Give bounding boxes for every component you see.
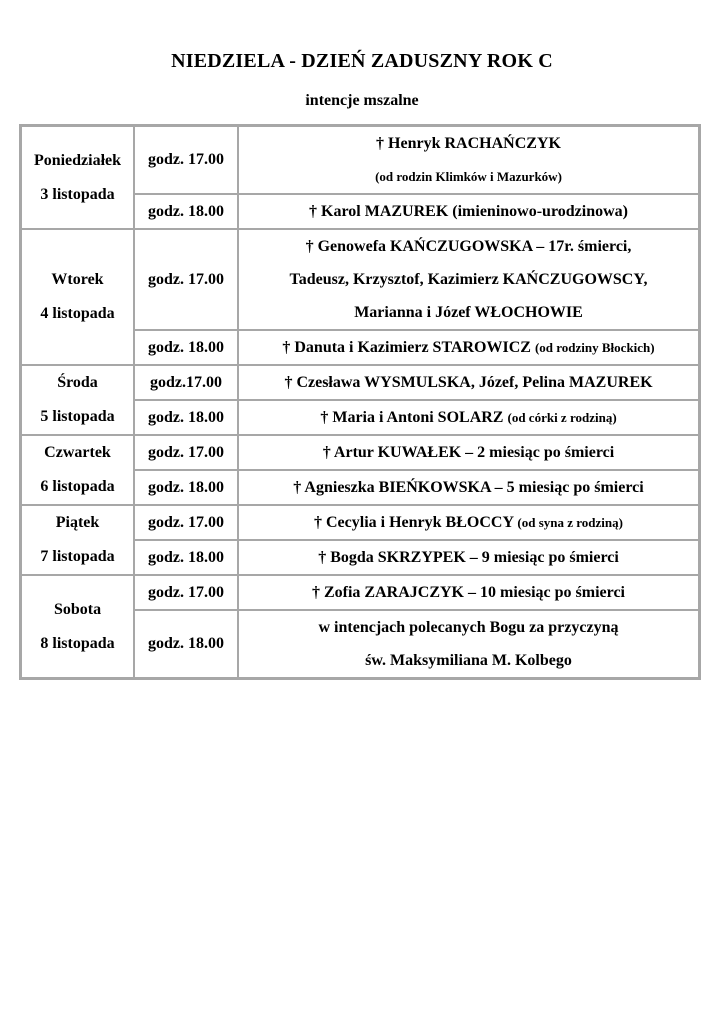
mass-hour: godz. 17.00 <box>134 435 238 470</box>
day-name: Sobota <box>53 600 102 618</box>
page-title: NIEDZIELA - DZIEŃ ZADUSZNY ROK C <box>171 50 553 72</box>
mass-intention <box>238 229 699 330</box>
intention-text: † Bogda SKRZYPEK – 9 miesiąc po śmierci <box>318 549 619 566</box>
day-date: 8 listopada <box>40 634 115 652</box>
intention-line <box>243 471 694 504</box>
mass-hour: godz. 18.00 <box>134 330 238 365</box>
day-name: Poniedziałek <box>33 151 122 169</box>
intention-line <box>243 127 694 160</box>
mass-hour: godz. 18.00 <box>134 400 238 435</box>
intention-line <box>243 506 694 539</box>
intention-line <box>243 576 694 609</box>
mass-hour: godz. 18.00 <box>134 610 238 678</box>
intention-line <box>243 331 694 364</box>
intention-text: (od rodzin Klimków i Mazurków) <box>375 169 562 184</box>
intention-text: w intencjach polecanych Bogu za przyczyną <box>318 619 619 636</box>
intention-line <box>243 230 694 263</box>
mass-hour: godz. 18.00 <box>134 540 238 575</box>
table-row <box>21 365 699 400</box>
intention-text: † Artur KUWAŁEK – 2 miesiąc po śmierci <box>322 444 615 461</box>
intention-text: Marianna i Józef WŁOCHOWIE <box>354 304 583 321</box>
intention-line <box>243 160 694 193</box>
mass-hour: godz.17.00 <box>134 365 238 400</box>
day-name: Piątek <box>55 514 100 531</box>
intention-note: (od syna z rodziną) <box>517 515 623 530</box>
mass-intention <box>238 505 699 540</box>
mass-hour: godz. 17.00 <box>134 505 238 540</box>
intention-text: Tadeusz, Krzysztof, Kazimierz KAŃCZUGOWSCY, <box>289 271 648 288</box>
mass-hour: godz. 17.00 <box>134 126 238 194</box>
table-row <box>21 505 699 540</box>
intention-line <box>243 195 694 228</box>
mass-hour: godz. 18.00 <box>134 194 238 229</box>
intention-line <box>243 366 694 399</box>
table-row <box>21 229 699 330</box>
day-name: Środa <box>57 374 98 391</box>
mass-intention <box>238 435 699 470</box>
mass-hour: godz. 18.00 <box>134 470 238 505</box>
intention-text: † Danuta i Kazimierz STAROWICZ <box>282 339 531 356</box>
table-row <box>21 575 699 610</box>
intention-line <box>243 436 694 469</box>
intention-note: (od córki z rodziną) <box>507 410 617 425</box>
day-date: 3 listopada <box>40 185 115 203</box>
day-cell <box>21 575 134 678</box>
intention-text: św. Maksymiliana M. Kolbego <box>365 652 572 669</box>
mass-hour: godz. 17.00 <box>134 229 238 330</box>
intention-note: (od rodziny Błockich) <box>534 340 655 355</box>
intention-text: † Cecylia i Henryk BŁOCCY <box>314 514 514 531</box>
mass-intention <box>238 575 699 610</box>
day-cell <box>21 435 134 505</box>
day-date: 7 listopada <box>40 548 115 565</box>
mass-intentions-table <box>19 124 701 680</box>
page-subtitle: intencje mszalne <box>305 92 419 109</box>
table-row <box>21 435 699 470</box>
schedule-body <box>21 126 699 678</box>
intention-line <box>243 644 694 677</box>
mass-intention <box>238 540 699 575</box>
mass-intention <box>238 400 699 435</box>
mass-intention <box>238 194 699 229</box>
day-name: Wtorek <box>51 271 104 288</box>
intention-line <box>243 296 694 329</box>
mass-intention <box>238 330 699 365</box>
intention-line <box>243 401 694 434</box>
day-cell <box>21 365 134 435</box>
day-cell <box>21 505 134 575</box>
day-cell <box>21 229 134 365</box>
day-date: 4 listopada <box>40 305 115 322</box>
day-cell <box>21 126 134 229</box>
intention-text: † Genowefa KAŃCZUGOWSKA – 17r. śmierci, <box>305 238 632 255</box>
intention-line <box>243 611 694 644</box>
intention-text: † Karol MAZUREK (imieninowo-urodzinowa) <box>309 203 628 220</box>
mass-intention <box>238 365 699 400</box>
intention-text: † Agnieszka BIEŃKOWSKA – 5 miesiąc po śmierci <box>293 479 644 496</box>
mass-hour: godz. 17.00 <box>134 575 238 610</box>
day-date: 6 listopada <box>40 478 115 495</box>
table-row <box>21 126 699 194</box>
intention-text: † Maria i Antoni SOLARZ <box>320 409 504 426</box>
mass-intention <box>238 470 699 505</box>
intention-text: † Zofia ZARAJCZYK – 10 miesiąc po śmierci <box>311 584 625 601</box>
day-name: Czwartek <box>44 444 111 461</box>
intention-line <box>243 541 694 574</box>
mass-intention <box>238 610 699 678</box>
intention-text: † Czesława WYSMULSKA, Józef, Pelina MAZUREK <box>284 374 653 391</box>
intention-text: † Henryk RACHAŃCZYK <box>376 135 561 152</box>
intention-line <box>243 263 694 296</box>
day-date: 5 listopada <box>40 408 115 425</box>
mass-intention <box>238 126 699 194</box>
